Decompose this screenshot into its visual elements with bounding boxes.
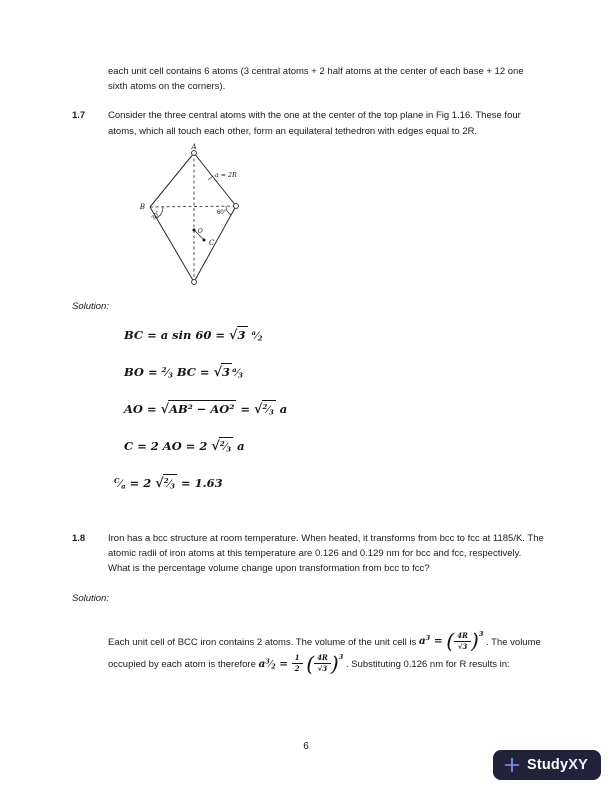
problem-1-7 bbox=[72, 108, 544, 138]
figure-label-vertex-a: A bbox=[191, 142, 197, 151]
figure-label-vertex-c: C bbox=[209, 238, 215, 247]
figure-label-angle-30: 30° bbox=[151, 210, 162, 222]
solution-label-2: Solution: bbox=[72, 592, 109, 604]
solution-paragraph: Each unit cell of BCC iron contains 2 atoms. The volume of the unit cell is $a^3$ = ( $\frac{4R}{√3}$ )$^3$ . The volume occupied by each atom is therefore $a^3⁄2$ = $\frac{1}{2}$ ( $\frac{4R}{√3}$ )$^3$ . Substituting 0.126 nm for R results in: bbox=[108, 629, 541, 676]
brand-text bbox=[527, 757, 588, 773]
page-content bbox=[72, 64, 544, 674]
brand-badge bbox=[493, 750, 601, 780]
equation-bc: BC = a sin 60 = √3 $^a$⁄2 bbox=[124, 327, 263, 343]
point-c-dot bbox=[203, 238, 206, 241]
figure-label-center-o: O bbox=[197, 226, 203, 235]
problem-1-8 bbox=[72, 531, 544, 577]
figure-tetrahedron bbox=[138, 143, 544, 291]
edge-label-leader bbox=[208, 176, 213, 180]
brand-study: Study bbox=[526, 757, 569, 773]
solution-label-1: Solution: bbox=[72, 300, 109, 312]
problem-text: Consider the three central atoms with the one at the center of the top plane in Fig 1.16. These four atoms, which all touch each other, form an equilateral tethedron with edges equal to 2R. bbox=[108, 110, 521, 137]
intro-paragraph: each unit cell contains 6 atoms (3 central atoms + 2 half atoms at the center of each base + 12 one sixth atoms on the corners). bbox=[108, 66, 524, 93]
angle-arc-60 bbox=[226, 206, 231, 215]
equation-c-over-a: $^C$⁄a = 2 √$^2$⁄3 = 1.63 bbox=[114, 475, 223, 491]
atom-circles bbox=[192, 150, 239, 284]
plus-sparkle-icon bbox=[504, 757, 520, 773]
problem-number: 1.7 bbox=[72, 110, 86, 122]
equation-c: C = 2 AO = 2 √$^2$⁄3 a bbox=[124, 438, 245, 454]
page-number: 6 bbox=[303, 741, 309, 752]
equation-ao: AO = √AB² − AO² = √$^2$⁄3 a bbox=[124, 401, 288, 417]
problem-text: Iron has a bcc structure at room temperature. When heated, it transforms from bcc to fcc at 1185/K. The atomic radii of iron atoms at this temperature are 0.126 and 0.129 nm for bcc and fcc, respectively. What is the percentage volume change upon transformation from bcc to fcc? bbox=[108, 532, 544, 575]
equation-bo: BO = $^2$⁄3 BC = √3 $^a$⁄3 bbox=[124, 364, 243, 380]
tetrahedron-diagram bbox=[138, 143, 250, 291]
figure-label-angle-60: 60° bbox=[217, 209, 227, 216]
equations-block bbox=[114, 327, 544, 491]
problem-number: 1.8 bbox=[72, 532, 86, 544]
point-o-dot bbox=[193, 228, 196, 231]
brand-xy: XY bbox=[568, 757, 588, 773]
figure-label-vertex-b: B bbox=[139, 202, 145, 211]
figure-label-edge-length: a = 2R bbox=[215, 171, 237, 179]
